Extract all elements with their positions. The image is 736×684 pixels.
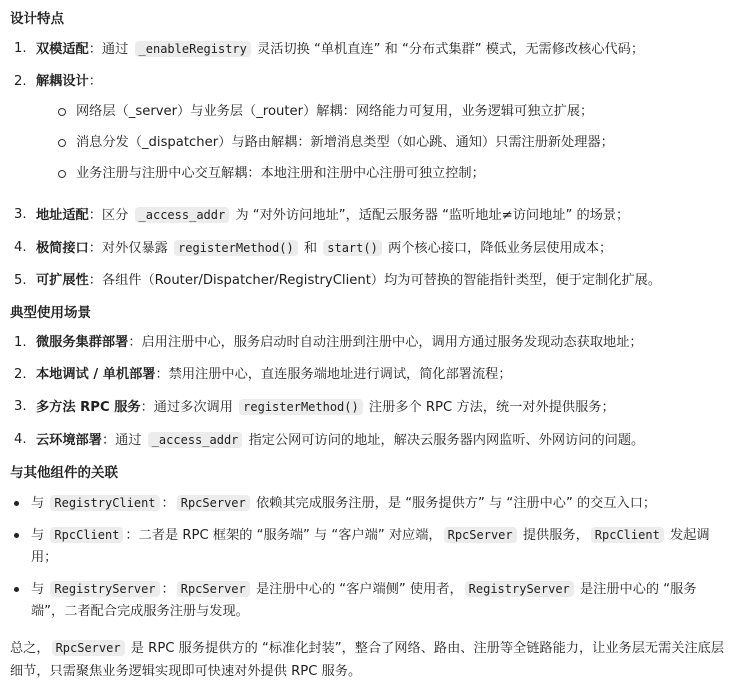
text-run: 依赖其完成服务注册，是 “服务提供方” 与 “注册中心” 的交互入口； — [251, 496, 657, 511]
relation-item — [10, 492, 726, 515]
circle-bullet-icon — [58, 139, 66, 147]
section — [10, 302, 726, 452]
section-title: 设计特点 — [10, 11, 64, 27]
inline-code: _enableRegistry — [135, 41, 251, 57]
relations-section — [10, 462, 726, 623]
section-title: 典型使用场景 — [10, 305, 91, 321]
list-item — [10, 204, 726, 227]
text-run: ：通过多次调用 — [140, 400, 238, 415]
list-item — [10, 429, 726, 452]
item-lead: 微服务集群部署 — [36, 335, 129, 350]
sub-list-item — [36, 163, 726, 185]
sub-list-item — [36, 132, 726, 154]
circle-bullet-icon — [58, 108, 66, 116]
text-run: ：禁用注册中心，直连服务端地址进行调试，简化部署流程； — [155, 367, 512, 382]
sub-list-item — [36, 101, 726, 123]
sub-list — [36, 101, 726, 185]
sub-item-text: 网络层（_server）与业务层（_router）解耦：网络能力可复用，业务逻辑可独立扩展； — [76, 104, 594, 119]
bullet-icon — [14, 533, 19, 538]
sub-item-text: 业务注册与注册中心交互解耦：本地注册和注册中心注册可独立控制； — [76, 166, 485, 181]
text-run: 总之， — [10, 641, 50, 656]
text-run: 指定公网可访问的地址，解决云服务器内网监听、外网访问的问题。 — [244, 433, 645, 448]
relations-list — [10, 492, 726, 623]
sections — [10, 8, 726, 452]
bullet-icon — [14, 587, 19, 592]
list-item — [10, 332, 726, 354]
text-run: ：启用注册中心，服务启动时自动注册到注册中心，调用方通过服务发现动态获取地址； — [128, 335, 643, 350]
item-lead: 地址适配 — [36, 208, 89, 223]
item-lead: 极简接口 — [36, 241, 89, 256]
relation-item — [10, 524, 726, 569]
inline-code: RpcServer — [177, 495, 250, 511]
inline-code: RegistryServer — [465, 581, 574, 597]
list-item — [10, 396, 726, 419]
item-number: 2. — [14, 74, 27, 89]
item-content — [36, 204, 726, 227]
inline-code: registerMethod() — [239, 399, 363, 415]
item-content — [36, 270, 726, 292]
item-lead: 解耦设计 — [36, 74, 89, 89]
item-lead: 双模适配 — [36, 42, 89, 57]
numbered-list — [10, 332, 726, 452]
text-run: ：通过 — [101, 433, 146, 448]
inline-code: _access_addr — [148, 432, 243, 448]
summary-paragraph — [10, 637, 726, 683]
list-item — [10, 364, 726, 386]
text-run: ： — [161, 582, 175, 597]
item-content — [36, 237, 726, 260]
item-content — [36, 332, 726, 354]
item-number: 1. — [14, 41, 27, 56]
item-lead: 本地调试 / 单机部署 — [36, 367, 156, 382]
item-content — [36, 429, 726, 452]
text-run: 两个核心接口，降低业务层使用成本； — [383, 241, 613, 256]
text-run: ：区分 — [88, 208, 133, 223]
item-number: 2. — [14, 367, 27, 382]
item-content — [36, 71, 726, 194]
text-run: 是注册中心的 “服务端”，二者配合完成服务注册与发现。 — [31, 582, 697, 619]
relations-title: 与其他组件的关联 — [10, 465, 118, 481]
item-content — [36, 38, 726, 61]
relation-text — [31, 492, 726, 515]
text-run: 与 — [31, 582, 49, 597]
sub-item-text: 消息分发（_dispatcher）与路由解耦：新增消息类型（如心跳、通知）只需注册新处理器； — [76, 135, 614, 150]
text-run: ： — [161, 496, 175, 511]
inline-code: registerMethod() — [174, 240, 298, 256]
text-run: 提供服务， — [518, 528, 589, 543]
relation-item — [10, 578, 726, 623]
item-content — [36, 396, 726, 419]
text-run: ：通过 — [88, 42, 133, 57]
item-number: 4. — [14, 432, 27, 447]
inline-code: RpcServer — [444, 527, 517, 543]
circle-bullet-icon — [58, 170, 66, 178]
section — [10, 8, 726, 292]
item-lead: 可扩展性 — [36, 273, 89, 288]
text-run: 和 — [299, 241, 322, 256]
inline-code: start() — [323, 240, 382, 256]
item-number: 4. — [14, 240, 27, 255]
item-number: 3. — [14, 399, 27, 414]
list-item — [10, 38, 726, 61]
text-run: 灵活切换 “单机直连” 和 “分布式集群” 模式，无需修改核心代码； — [252, 42, 645, 57]
inline-code: _access_addr — [135, 207, 230, 223]
inline-code: RegistryClient — [50, 495, 159, 511]
item-number: 3. — [14, 207, 27, 222]
text-run: 发起调用； — [31, 528, 710, 565]
list-item — [10, 237, 726, 260]
list-item — [10, 270, 726, 292]
text-run: 与 — [31, 528, 49, 543]
numbered-list — [10, 38, 726, 292]
inline-code: RpcServer — [177, 581, 250, 597]
relation-text — [31, 578, 726, 623]
text-run: 是 RPC 服务提供方的 “标准化封装”，整合了网络、路由、注册等全链路能力，让业务层无需关注底层细节，只需聚焦业务逻辑实现即可快速对外提供 RPC 服务。 — [10, 641, 725, 679]
item-lead: 多方法 RPC 服务 — [36, 400, 141, 415]
inline-code: RegistryServer — [50, 581, 159, 597]
text-run: ：对外仅暴露 — [88, 241, 173, 256]
text-run: 与 — [31, 496, 49, 511]
text-run: 为 “对外访问地址”，适配云服务器 “监听地址≠访问地址” 的场景； — [231, 208, 630, 223]
text-run: ：二者是 RPC 框架的 “服务端” 与 “客户端” 对应端， — [125, 528, 442, 543]
text-run: ： — [88, 74, 102, 89]
text-run: ：各组件（Router/Dispatcher/RegistryClient）均为可替换的智能指针类型，便于定制化扩展。 — [88, 273, 662, 288]
item-number: 5. — [14, 273, 27, 288]
text-run: 是注册中心的 “客户端侧” 使用者， — [251, 582, 463, 597]
inline-code: RpcServer — [52, 640, 125, 656]
text-run: 注册多个 RPC 方法，统一对外提供服务； — [364, 400, 615, 415]
item-number: 1. — [14, 335, 27, 350]
item-content — [36, 364, 726, 386]
item-lead: 云环境部署 — [36, 433, 102, 448]
relation-text — [31, 524, 726, 569]
inline-code: RpcClient — [50, 527, 123, 543]
list-item — [10, 71, 726, 194]
inline-code: RpcClient — [591, 527, 664, 543]
bullet-icon — [14, 501, 19, 506]
